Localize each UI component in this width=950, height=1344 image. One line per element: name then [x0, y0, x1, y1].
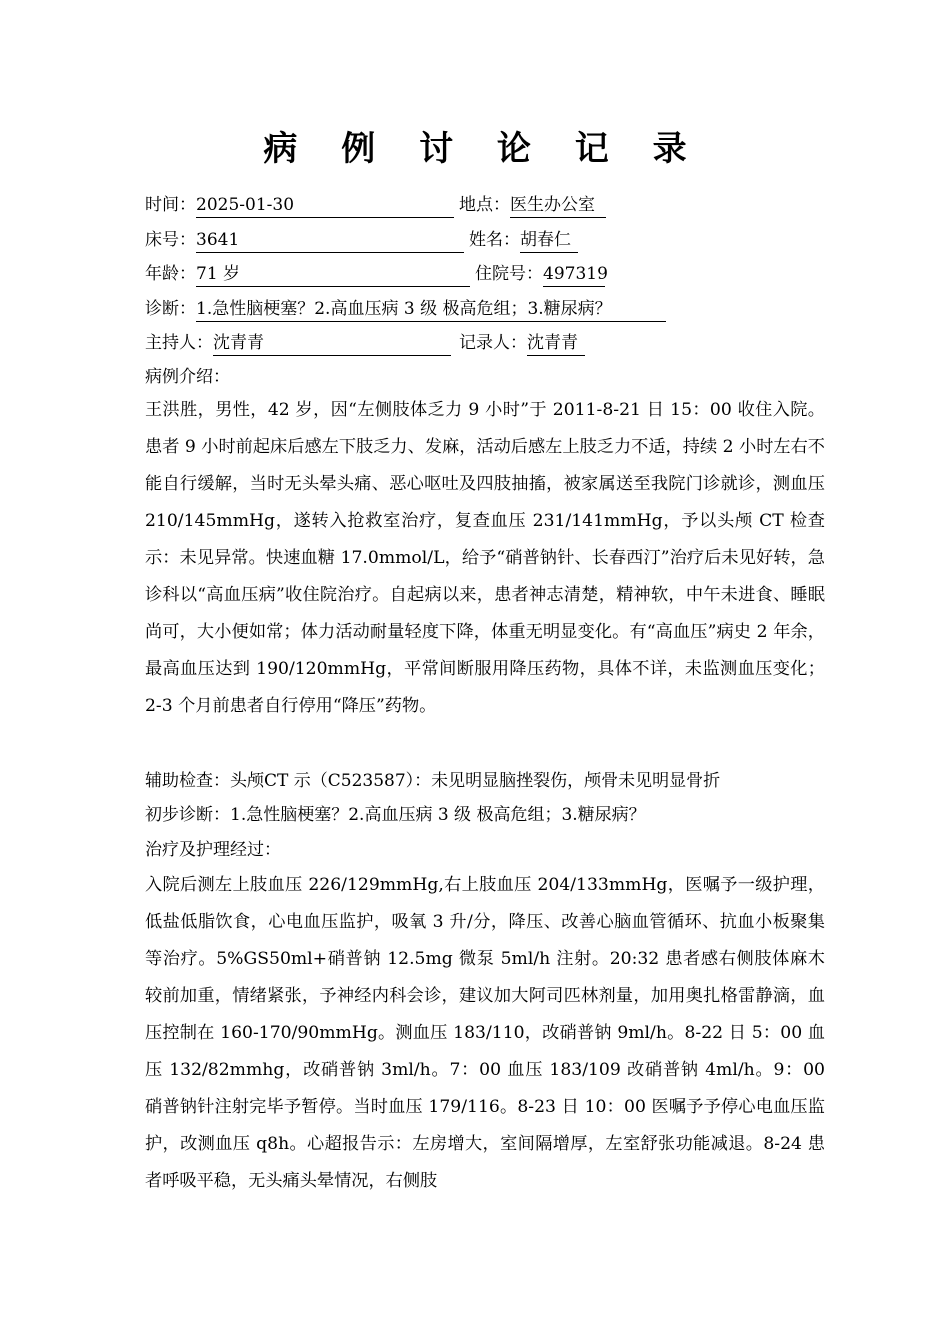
recorder-value: 沈青青 [527, 331, 585, 356]
admission-value: 497319 [543, 262, 605, 287]
diagnosis-value: 1.急性脑梗塞？2.高血压病 3 级 极高危组；3.糖尿病？ [196, 297, 666, 322]
name-value: 胡春仁 [520, 228, 578, 253]
host-value: 沈青青 [213, 331, 451, 356]
name-label: 姓名： [469, 230, 520, 250]
admission-label: 住院号： [475, 264, 543, 284]
treatment-label: 治疗及护理经过： [145, 840, 281, 860]
initial-diagnosis-text: 初步诊断：1.急性脑梗塞？2.高血压病 3 级 极高危组；3.糖尿病？ [145, 805, 646, 825]
host-label: 主持人： [145, 333, 213, 353]
treatment-text: 入院后测左上肢血压 226/129mmHg,右上肢血压 204/133mmHg，医嘱予一级护理，低盐低脂饮食，心电血压监护，吸氧 3 升/分，降压、改善心脑血管循环、抗血小板聚集等治疗。5%GS50ml+硝普钠 12.5mg 微泵 5ml/h 注射。20:32 患者感右侧肢体麻木较前加重，情绪紧张，予神经内科会诊，建议加大阿司匹林剂量，加用奥扎格雷静滴，血压控制在 160-170/90mmHg。测血压 183/110，改硝普钠 9ml/h。8-22 日 5：00 血压 132/82mmhg，改硝普钠 3ml/h。7：00 血压 183/109 改硝普钠 4ml/h。9：00 硝普钠针注射完毕予暂停。当时血压 179/116。8-23 日 10：00 医嘱予予停心电血压监护，改测血压 q8h。心超报告示：左房增大，室间隔增厚，左室舒张功能减退。8-24 患者呼吸平稳，无头痛头晕情况，右侧肢 [145, 875, 825, 1191]
document-title: 病 例 讨 论 记 录 [263, 129, 703, 169]
diagnosis-label: 诊断： [145, 299, 196, 319]
bed-value: 3641 [196, 228, 464, 253]
case-intro-label: 病例介绍： [145, 367, 230, 387]
aux-exam-text: 辅助检查：头颅CT 示（C523587）：未见明显脑挫裂伤，颅骨未见明显骨折 [145, 771, 721, 791]
time-label: 时间： [145, 195, 196, 215]
time-value: 2025-01-30 [196, 193, 454, 218]
age-value: 71 岁 [196, 262, 470, 287]
case-intro-text: 王洪胜，男性，42 岁，因“左侧肢体乏力 9 小时”于 2011-8-21 日 15：00 收住入院。患者 9 小时前起床后感左下肢乏力、发麻，活动后感左上肢乏力不适，持续 2 小时左右不能自行缓解，当时无头晕头痛、恶心呕吐及四肢抽搐，被家属送至我院门诊就诊，测血压 210/145mmHg，遂转入抢救室治疗，复查血压 231/141mmHg，予以头颅 CT 检查示：未见异常。快速血糖 17.0mmol/L，给予“硝普钠针、长春西汀”治疗后未见好转，急诊科以“高血压病”收住院治疗。自起病以来，患者神志清楚，精神软，中午未进食、睡眠尚可，大小便如常；体力活动耐量轻度下降，体重无明显变化。有“高血压”病史 2 年余，最高血压达到 190/120mmHg，平常间断服用降压药物，具体不详，未监测血压变化；2-3 个月前患者自行停用“降压”药物。 [145, 400, 825, 716]
age-label: 年龄： [145, 264, 196, 284]
place-label: 地点： [459, 195, 510, 215]
place-value: 医生办公室 [510, 193, 606, 218]
recorder-label: 记录人： [459, 333, 527, 353]
bed-label: 床号： [145, 230, 196, 250]
